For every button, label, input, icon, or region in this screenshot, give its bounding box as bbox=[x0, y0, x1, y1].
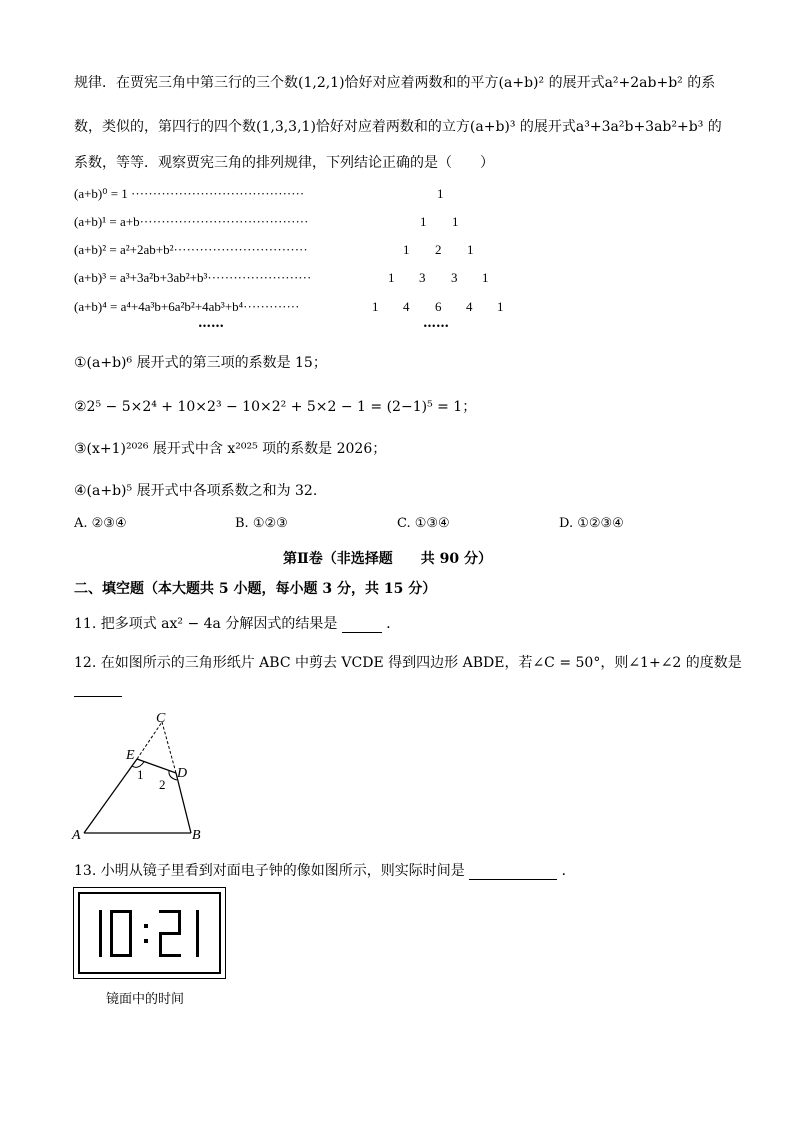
triangle-row bbox=[74, 270, 311, 286]
triangle-row bbox=[74, 299, 299, 315]
label-d: D bbox=[177, 766, 188, 781]
coefficient: 1 bbox=[403, 242, 410, 257]
part2-title: 第Ⅱ卷（非选择题 共 90 分） bbox=[283, 551, 493, 567]
coefficient: 1 bbox=[452, 214, 459, 229]
coefficient: 4 bbox=[466, 299, 473, 314]
coefficient: 1 bbox=[497, 299, 504, 314]
triangle-figure bbox=[66, 708, 216, 843]
statement-1: ①(a+b)⁶ 展开式的第三项的系数是 15； bbox=[74, 355, 327, 371]
digit-0-right bbox=[129, 910, 132, 957]
triangle-row bbox=[74, 186, 304, 202]
edge-ae bbox=[84, 759, 137, 833]
label-a: A bbox=[72, 828, 81, 843]
clock-frame bbox=[73, 887, 226, 979]
coefficient: 1 bbox=[437, 186, 444, 201]
colon-top bbox=[144, 924, 148, 928]
option-d: D. ①②③④ bbox=[559, 516, 624, 531]
edge-bd bbox=[176, 773, 191, 833]
row-expression: (a+b)³ = a³+3a²b+3ab²+b³························ bbox=[74, 270, 312, 285]
option-a: A. ②③④ bbox=[74, 516, 127, 531]
label-e: E bbox=[126, 748, 135, 763]
row-expression: (a+b)⁴ = a⁴+4a³b+6a²b²+4ab³+b⁴············· bbox=[74, 299, 300, 314]
option-c: C. ①③④ bbox=[397, 516, 450, 531]
ellipsis-left: …… bbox=[198, 316, 224, 331]
coefficient: 3 bbox=[451, 270, 458, 285]
edge-dc-dashed bbox=[162, 722, 176, 773]
coefficient: 2 bbox=[435, 242, 442, 257]
clock-digits bbox=[74, 888, 225, 978]
digit-2-bottom bbox=[159, 954, 181, 957]
triangle-row bbox=[74, 214, 308, 230]
q13-text: 13. 小明从镜子里看到对面电子钟的像如图所示，则实际时间是 bbox=[74, 863, 465, 879]
digit-1b bbox=[196, 910, 199, 957]
digit-2-lower-left bbox=[159, 932, 162, 957]
digit-1 bbox=[99, 910, 102, 957]
digit-2-upper-right bbox=[178, 910, 181, 934]
coefficient: 3 bbox=[419, 270, 426, 285]
q13-answer-blank[interactable] bbox=[469, 865, 557, 880]
intro-line-3: 系数，等等．观察贾宪三角的排列规律，下列结论正确的是（ ） bbox=[74, 155, 494, 171]
label-c: C bbox=[156, 711, 166, 726]
digit-0-bottom bbox=[110, 954, 132, 957]
q11-text: 11. 把多项式 ax² − 4a 分解因式的结果是 bbox=[74, 616, 338, 632]
coefficient: 4 bbox=[403, 299, 410, 314]
q11-end: ． bbox=[386, 616, 401, 632]
ellipsis-right: …… bbox=[423, 316, 449, 331]
coefficient: 1 bbox=[388, 270, 395, 285]
row-expression: (a+b)² = a²+2ab+b²······························· bbox=[74, 242, 308, 257]
row-expression: (a+b)⁰ = 1 ········································ bbox=[74, 186, 305, 201]
option-b: B. ①②③ bbox=[235, 516, 288, 531]
digit-0-left bbox=[110, 910, 113, 957]
label-b: B bbox=[192, 828, 201, 843]
digit-2-top bbox=[159, 910, 181, 913]
digit-0-top bbox=[110, 910, 132, 913]
intro-line-1: 规律．在贾宪三角中第三行的三个数(1,2,1)恰好对应着两数和的平方(a+b)² 的展开式a²+2ab+b² 的系 bbox=[74, 75, 716, 91]
section-title: 二、填空题（本大题共 5 小题，每小题 3 分，共 15 分） bbox=[74, 581, 437, 597]
triangle-row bbox=[74, 242, 308, 258]
q11-answer-blank[interactable] bbox=[342, 618, 382, 633]
q12-answer-blank[interactable] bbox=[74, 682, 122, 697]
coefficient: 1 bbox=[467, 242, 474, 257]
label-1: 1 bbox=[137, 767, 144, 782]
question-12: 12. 在如图所示的三角形纸片 ABC 中剪去 VCDE 得到四边形 ABDE，若∠C = 50°，则∠1+∠2 的度数是 bbox=[74, 655, 742, 671]
colon-bottom bbox=[144, 939, 148, 943]
digit-2-middle bbox=[159, 932, 181, 935]
coefficient: 1 bbox=[482, 270, 489, 285]
coefficient: 1 bbox=[420, 214, 427, 229]
statement-3: ③(x+1)²⁰²⁶ 展开式中含 x²⁰²⁵ 项的系数是 2026； bbox=[74, 441, 387, 457]
intro-line-2: 数，类似的，第四行的四个数(1,3,3,1)恰好对应着两数和的立方(a+b)³ 的展开式a³+3a²b+3ab²+b³ 的 bbox=[74, 119, 722, 135]
statement-2: ②2⁵ − 5×2⁴ + 10×2³ − 10×2² + 5×2 − 1 = (2−1)⁵ = 1； bbox=[74, 399, 477, 415]
q13-end: ． bbox=[561, 863, 576, 879]
coefficient: 1 bbox=[372, 299, 379, 314]
statement-4: ④(a+b)⁵ 展开式中各项系数之和为 32. bbox=[74, 483, 318, 499]
clock-caption: 镜面中的时间 bbox=[106, 992, 185, 1007]
row-expression: (a+b)¹ = a+b······································· bbox=[74, 214, 309, 229]
question-11 bbox=[74, 613, 400, 633]
edge-ec-dashed bbox=[137, 722, 162, 759]
label-2: 2 bbox=[159, 777, 166, 792]
coefficient: 6 bbox=[435, 299, 442, 314]
question-13 bbox=[74, 860, 576, 880]
